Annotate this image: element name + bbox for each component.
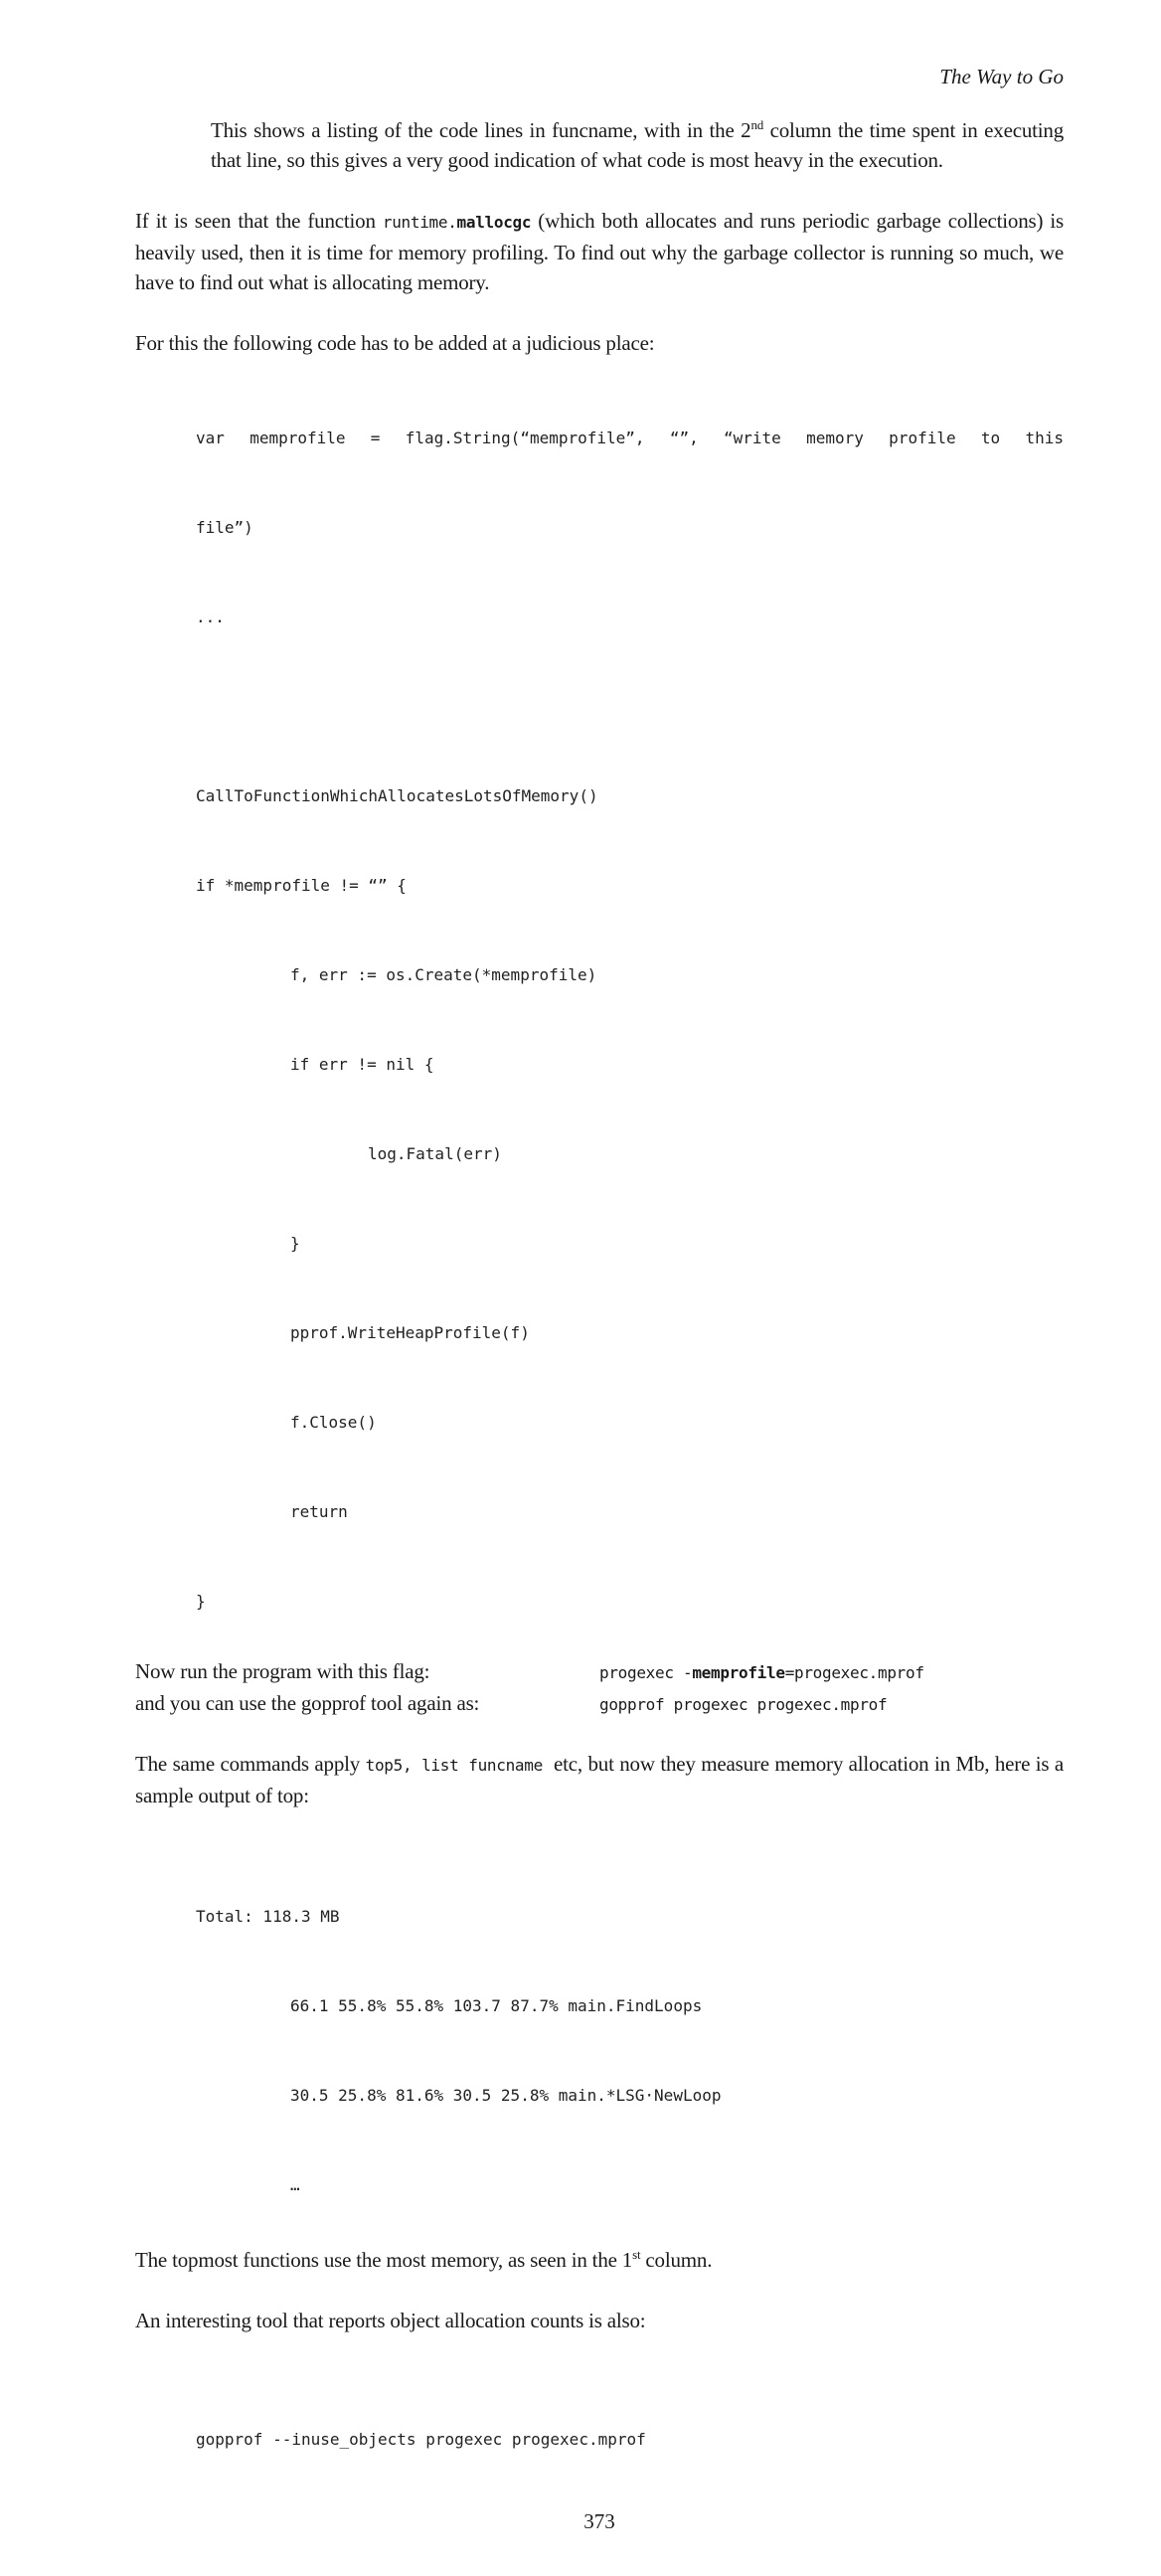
code-token: “”, <box>669 429 699 447</box>
code-line: 30.5 25.8% 81.6% 30.5 25.8% main.*LSG·NewLoop <box>290 2086 722 2105</box>
superscript: nd <box>750 117 764 132</box>
code-block-top-output <box>196 1842 1064 2230</box>
code-token: to <box>980 429 1001 447</box>
superscript: st <box>632 2247 641 2262</box>
code-token: = <box>370 429 381 447</box>
paragraph-code-intro: For this the following code has to be added at a judicious place: <box>135 331 655 355</box>
paragraph-mallocgc <box>135 206 1064 297</box>
code-line: } <box>196 1592 206 1611</box>
inline-code-bold: mallocgc <box>456 213 532 232</box>
code-line: return <box>290 1502 348 1521</box>
code-line: f, err := os.Create(*memprofile) <box>290 965 597 984</box>
text: The same commands apply <box>135 1752 366 1776</box>
gopprof-command: gopprof progexec progexec.mprof <box>599 1695 888 1714</box>
text: =progexec.mprof <box>784 1663 924 1682</box>
run-command <box>599 1658 924 1688</box>
inline-code: runtime. <box>382 213 457 232</box>
run-row <box>135 1656 1064 1688</box>
code-token: memory <box>806 429 864 447</box>
code-line: 66.1 55.8% 55.8% 103.7 87.7% main.FindLoops <box>290 1996 703 2015</box>
paragraph-interesting-tool: An interesting tool that reports object allocation counts is also: <box>135 2309 646 2332</box>
text: (which both allocates and runs periodic garbage collections) is heavily used, then it is time for memory profiling. To find out why the garbage collector is running so much, we have to find out what is allocating memory. <box>135 209 1064 294</box>
gopprof-row <box>135 1688 1064 1720</box>
code-line: CallToFunctionWhichAllocatesLotsOfMemory() <box>196 786 598 805</box>
code-line: pprof.WriteHeapProfile(f) <box>290 1323 530 1342</box>
inline-code: top5, list funcname <box>365 1756 543 1775</box>
code-line: if *memprofile != “” { <box>196 876 407 895</box>
intro-paragraph <box>211 115 1064 175</box>
text: column the time spent in executing that line, so this gives a very good indication of what code is most heavy in the execution. <box>211 118 1064 172</box>
code-line: file”) <box>196 518 253 537</box>
code-token: profile <box>889 429 956 447</box>
text: etc, but now they measure memory allocation in Mb, here is a sample output of top: <box>135 1752 1070 1807</box>
code-line: Total: 118.3 MB <box>196 1907 340 1926</box>
running-header: The Way to Go <box>939 65 1064 88</box>
text: progexec - <box>599 1663 693 1682</box>
code-line: … <box>290 2175 300 2194</box>
run-instructions <box>135 1656 1064 1720</box>
text: The topmost functions use the most memory, as seen in the 1 <box>135 2248 633 2272</box>
paragraph-topmost <box>135 2245 1064 2275</box>
code-block-memprofile <box>196 364 1064 1646</box>
code-line <box>196 424 1064 453</box>
code-line: if err != nil { <box>290 1055 434 1074</box>
paragraph-same-commands <box>135 1749 1070 1810</box>
code-line: f.Close() <box>290 1413 377 1432</box>
code-line <box>196 692 1064 722</box>
flag-name: memprofile <box>692 1663 785 1682</box>
gopprof-label: and you can use the gopprof tool again as: <box>135 1691 480 1715</box>
code-line: } <box>290 1234 300 1253</box>
text: column. <box>640 2248 713 2272</box>
code-token: var <box>196 429 225 447</box>
text: If it is seen that the function <box>135 209 383 233</box>
code-line: gopprof --inuse_objects progexec progexec.mprof <box>196 2430 646 2449</box>
code-line: ... <box>196 607 225 626</box>
run-label: Now run the program with this flag: <box>135 1659 430 1683</box>
code-token: flag.String(“memprofile”, <box>405 429 645 447</box>
code-token: “write <box>724 429 781 447</box>
code-block-inuse-objects <box>196 2365 1064 2485</box>
code-token: memprofile <box>249 429 346 447</box>
code-token: this <box>1025 429 1064 447</box>
page-number: 373 <box>583 2509 615 2533</box>
code-line: log.Fatal(err) <box>368 1144 502 1163</box>
text: This shows a listing of the code lines in funcname, with in the 2 <box>211 118 751 142</box>
